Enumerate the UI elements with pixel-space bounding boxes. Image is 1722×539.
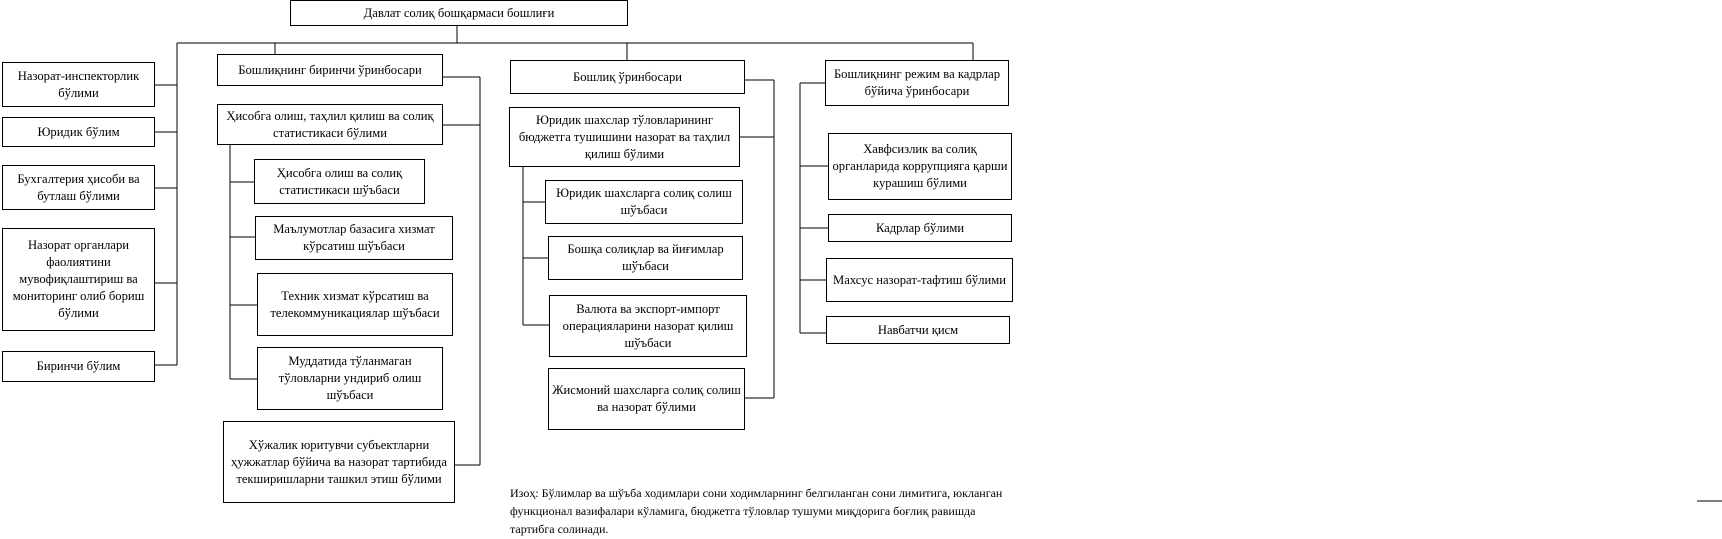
section-label: Валюта ва экспорт-импорт операцияларини назорат қилиш шўъбаси [562,301,734,350]
section-label: Маълумотлар базасига хизмат кўрсатиш шўъбаси [273,222,435,253]
accounting-analysis-department [217,104,443,145]
footnote: Изоҳ: Бўлимлар ва шўъба ходимлари сони ходимларнинг белгиланган сони лимитига, юкланган функционал вазифалари кўламига, бюджетга тўловлар тушуми миқдорига боғлиқ равишда тартибга солинади. [510,486,1003,536]
section-label: Техник хизмат кўрсатиш ва телекоммуникациялар шўъбаси [270,288,440,320]
head-box [290,0,628,26]
section-box [257,273,453,336]
deputy-box [510,60,745,94]
section-label: Ҳисобга олиш ва солиқ статистикаси шўъбаси [276,165,403,197]
first-deputy-box [217,54,443,86]
audit-department [223,421,455,503]
left-unit-first-department [2,351,155,382]
regime-deputy-box [825,60,1009,106]
unit-box [828,133,1012,200]
left-unit-label: Бухгалтерия ҳисоби ва бутлаш бўлими [17,171,140,203]
left-unit-accounting [2,165,155,210]
deputy-label: Бошлиқ ўринбосари [573,69,682,84]
section-label: Муддатида тўланмаган тўловларни ундириб олиш шўъбаси [278,354,422,402]
department-label: Жисмоний шахсларга солиқ солиш ва назорат бўлими [552,383,741,414]
individuals-department [548,368,745,430]
left-unit-monitoring [2,228,155,331]
legal-entities-department [509,107,740,167]
head-label: Давлат солиқ бошқармаси бошлиғи [363,5,555,20]
left-unit-label: Назорат-инспекторлик бўлими [17,68,140,100]
left-unit-legal [2,117,155,147]
department-label: Ҳисобга олиш, таҳлил қилиш ва солиқ статистикаси бўлими [226,108,434,140]
department-label: Хўжалик юритувчи субъектларни ҳужжатлар бўйича ва назорат тартибида текширишларни ташкил этиш бўлими [231,437,447,486]
left-unit-inspection [2,62,155,107]
department-label: Юридик шахслар тўловларининг бюджетга тушишини назорат ва таҳлил қилиш бўлими [518,112,731,161]
section-box [257,347,443,410]
first-deputy-label: Бошлиқнинг биринчи ўринбосари [238,62,422,77]
unit-label: Навбатчи қисм [877,322,959,337]
left-unit-label: Юридик бўлим [37,124,120,139]
unit-label: Махсус назорат-тафтиш бўлими [833,272,1006,287]
section-box [255,216,453,260]
section-label: Бошқа солиқлар ва йиғимлар шўъбаси [567,242,724,273]
section-box [254,159,425,204]
left-unit-label: Назорат органлари фаолиятини мувофиқлаштириш ва мониторинг олиб бориш бўлими [12,238,145,320]
unit-label: Кадрлар бўлими [875,220,965,235]
unit-box [826,316,1010,344]
unit-box [828,214,1012,242]
unit-box [826,258,1013,302]
section-box [549,295,747,357]
section-box [545,180,743,224]
unit-label: Хавфсизлик ва солиқ органларида коррупцияга қарши курашиш бўлими [832,142,1008,190]
left-unit-label: Биринчи бўлим [36,359,121,373]
section-label: Юридик шахсларга солиқ солиш шўъбаси [556,186,732,217]
section-box [548,236,743,280]
regime-deputy-label: Бошлиқнинг режим ва кадрлар бўйича ўринбосари [833,67,1001,98]
